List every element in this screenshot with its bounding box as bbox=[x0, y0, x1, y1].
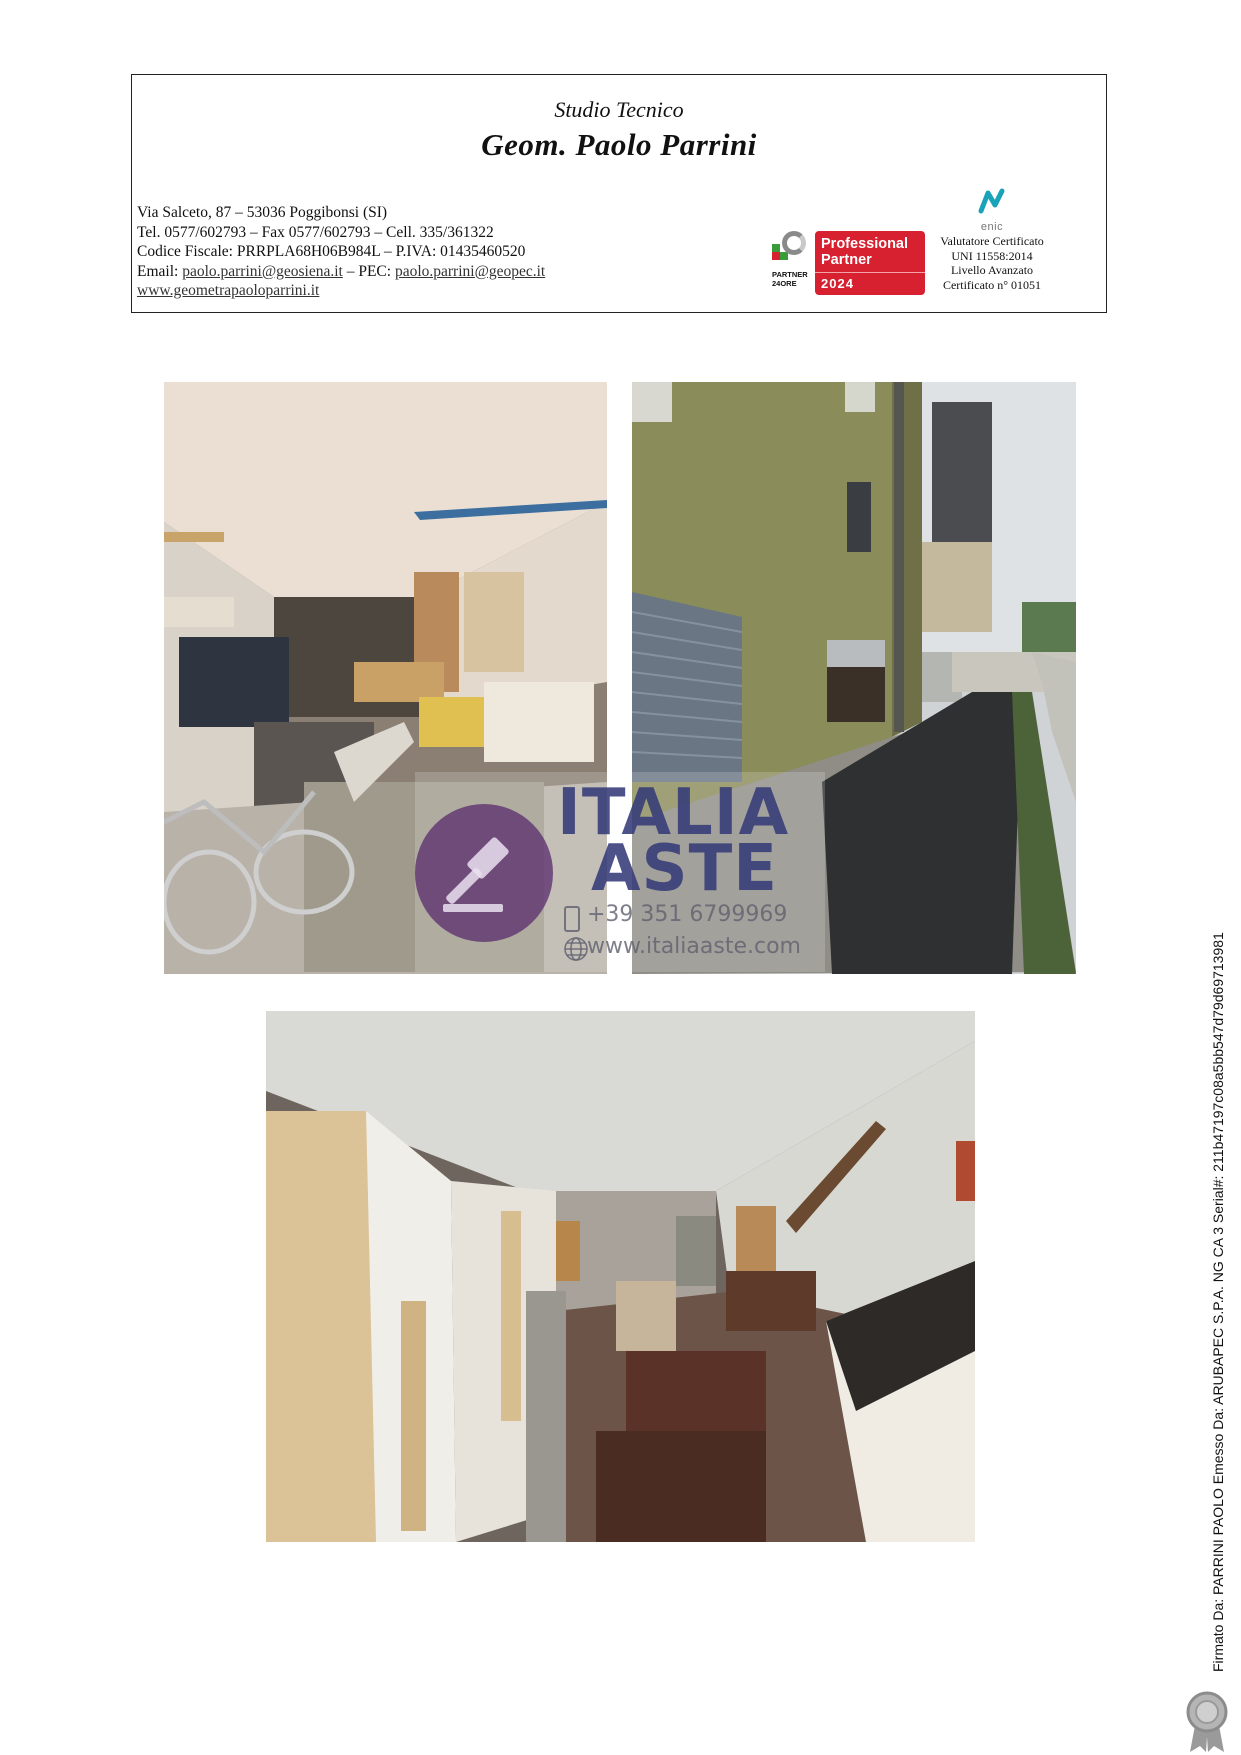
partner-caption-2: 24ORE bbox=[772, 279, 797, 288]
watermark-website: www.italiaaste.com bbox=[587, 934, 801, 959]
professional-partner-box bbox=[815, 231, 925, 295]
enic-certification bbox=[932, 187, 1052, 292]
watermark-phone: +39 351 6799969 bbox=[587, 902, 788, 927]
pec-link[interactable]: paolo.parrini@geopec.it bbox=[394, 262, 546, 280]
address: Via Salceto, 87 – 53036 Poggibonsi (SI) bbox=[137, 204, 388, 221]
phone-icon bbox=[563, 906, 581, 932]
enic-line-2: UNI 11558:2014 bbox=[951, 248, 1033, 263]
enic-line-4: Certificato n° 01051 bbox=[942, 277, 1042, 292]
partner-24ore-logo bbox=[772, 230, 812, 294]
partner-badge bbox=[772, 230, 924, 294]
certificate-seal-icon bbox=[1184, 1690, 1230, 1754]
digital-signature-text: Firmato Da: PARRINI PAOLO Emesso Da: ARUBAPEC S.P.A. NG CA 3 Serial#: 211b47197c08a5bb547d79d69713981 bbox=[1210, 932, 1226, 1672]
partner-line-2: Partner bbox=[821, 252, 872, 268]
enic-line-3: Livello Avanzato bbox=[950, 263, 1034, 277]
tax-codes: Codice Fiscale: PRRPLA68H06B984L – P.IVA: 01435460520 bbox=[137, 243, 526, 260]
pec-label: – PEC: bbox=[342, 262, 395, 280]
watermark-title-1: ITALIA bbox=[557, 776, 790, 850]
enic-line-1: Valutatore Certificato bbox=[940, 234, 1044, 248]
gavel-icon bbox=[437, 824, 533, 920]
partner-line-1: Professional bbox=[821, 236, 909, 252]
email-link[interactable]: paolo.parrini@geosiena.it bbox=[182, 262, 343, 280]
website-link[interactable]: www.geometrapaoloparrini.it bbox=[137, 282, 320, 299]
partner-caption-1: PARTNER bbox=[772, 270, 808, 279]
photo-garage-furniture bbox=[266, 1011, 975, 1542]
email-line bbox=[137, 262, 545, 282]
letterhead bbox=[131, 74, 1107, 313]
contact-block bbox=[137, 203, 545, 301]
enic-logo-icon bbox=[975, 187, 1009, 217]
phone-numbers: Tel. 0577/602793 – Fax 0577/602793 – Cell. 335/361322 bbox=[137, 223, 494, 241]
email-label: Email: bbox=[137, 262, 183, 280]
studio-name: Geom. Paolo Parrini bbox=[481, 127, 757, 162]
italia-aste-watermark bbox=[415, 772, 825, 972]
enic-word: enic bbox=[980, 221, 1004, 233]
watermark-title-2: ASTE bbox=[591, 832, 778, 906]
studio-subtitle: Studio Tecnico bbox=[554, 97, 684, 122]
globe-icon bbox=[563, 936, 589, 962]
partner-year: 2024 bbox=[821, 276, 854, 291]
